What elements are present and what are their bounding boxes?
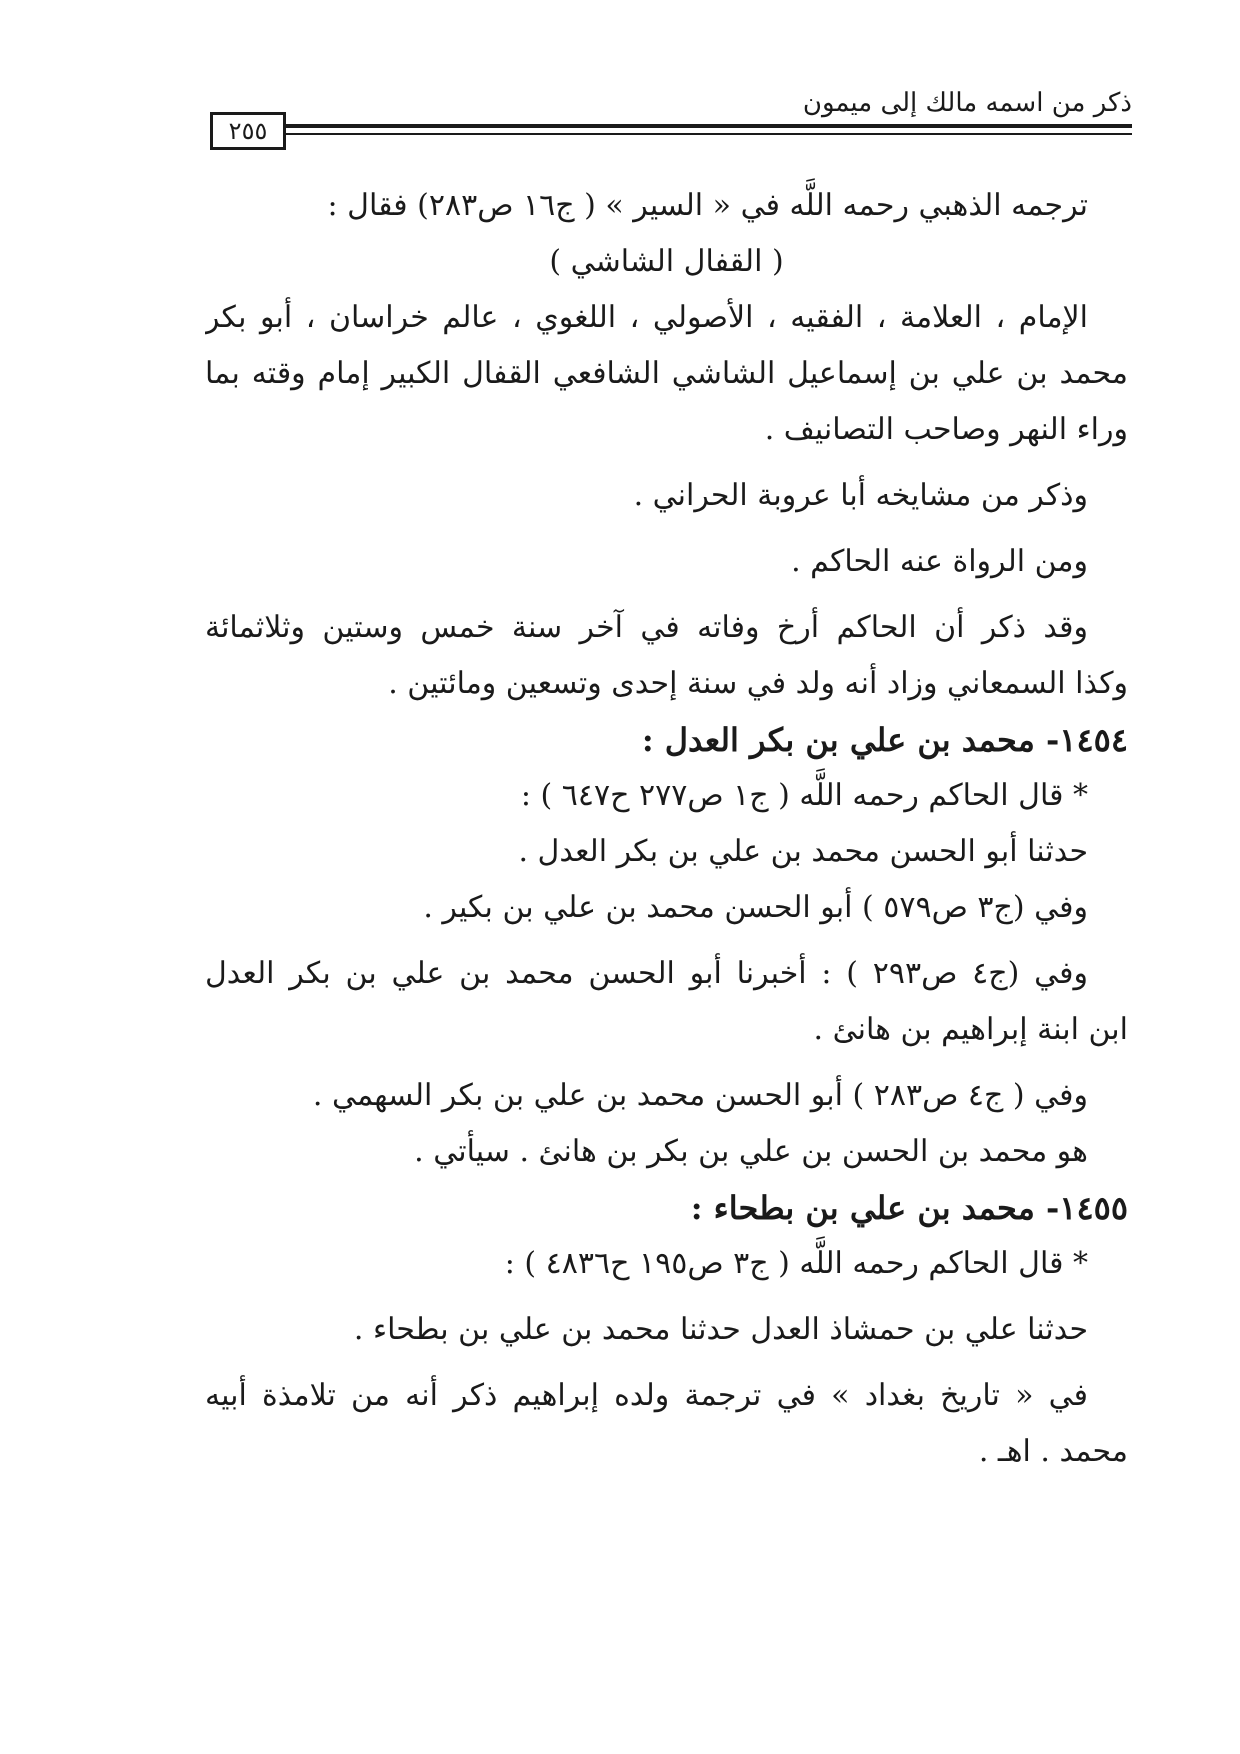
text-line: وفي (ج٤ ص٢٩٣ ) : أخبرنا أبو الحسن محمد بن علي بن بكر العدل bbox=[205, 956, 1088, 991]
text-line: وراء النهر وصاحب التصانيف . bbox=[764, 412, 1128, 447]
text-line: وكذا السمعاني وزاد أنه ولد في سنة إحدى وتسعين ومائتين . bbox=[388, 666, 1128, 701]
text-line: محمد . اهـ . bbox=[978, 1434, 1128, 1469]
text-line: * قال الحاكم رحمه اللَّه ( ج٣ ص١٩٥ ح٤٨٣٦ ) : bbox=[504, 1246, 1088, 1281]
page-number-box bbox=[210, 112, 286, 150]
text-line: ومن الرواة عنه الحاكم . bbox=[791, 544, 1088, 579]
text-line: حدثنا أبو الحسن محمد بن علي بن بكر العدل . bbox=[518, 834, 1088, 869]
running-title: ذكر من اسمه مالك إلى ميمون bbox=[802, 88, 1132, 118]
entry-heading: ١٤٥٤- محمد بن علي بن بكر العدل : bbox=[641, 721, 1128, 759]
text-line: في « تاريخ بغداد » في ترجمة ولده إبراهيم ذكر أنه من تلامذة أبيه bbox=[205, 1378, 1088, 1413]
text-line: الإمام ، العلامة ، الفقيه ، الأصولي ، اللغوي ، عالم خراسان ، أبو بكر bbox=[205, 300, 1088, 335]
body-text bbox=[205, 178, 1128, 1480]
page-number: ٢٥٥ bbox=[228, 117, 268, 145]
text-line: حدثنا علي بن حمشاذ العدل حدثنا محمد بن علي بن بطحاء . bbox=[353, 1312, 1088, 1347]
text-line: * قال الحاكم رحمه اللَّه ( ج١ ص٢٧٧ ح٦٤٧ ) : bbox=[520, 778, 1088, 813]
text-line: محمد بن علي بن إسماعيل الشاشي الشافعي القفال الكبير إمام وقته بما bbox=[205, 356, 1128, 391]
header-rule-thin bbox=[286, 133, 1132, 135]
text-line: وقد ذكر أن الحاكم أرخ وفاته في آخر سنة خمس وستين وثلاثمائة bbox=[205, 610, 1088, 645]
entry-heading: ١٤٥٥- محمد بن علي بن بطحاء : bbox=[690, 1189, 1128, 1227]
subheading-line: ( القفال الشاشي ) bbox=[549, 244, 784, 279]
text-line: هو محمد بن الحسن بن علي بن بكر بن هانئ . سيأتي . bbox=[414, 1134, 1088, 1169]
text-line: ابن ابنة إبراهيم بن هانئ . bbox=[813, 1012, 1128, 1047]
text-line: وفي (ج٣ ص٥٧٩ ) أبو الحسن محمد بن علي بن بكير . bbox=[423, 890, 1088, 925]
text-line: وذكر من مشايخه أبا عروبة الحراني . bbox=[633, 478, 1088, 513]
text-line: ترجمه الذهبي رحمه اللَّه في « السير » ( ج١٦ ص٢٨٣) فقال : bbox=[327, 188, 1088, 223]
text-line: وفي ( ج٤ ص٢٨٣ ) أبو الحسن محمد بن علي بن بكر السهمي . bbox=[312, 1078, 1088, 1113]
header-rule-thick bbox=[286, 124, 1132, 128]
